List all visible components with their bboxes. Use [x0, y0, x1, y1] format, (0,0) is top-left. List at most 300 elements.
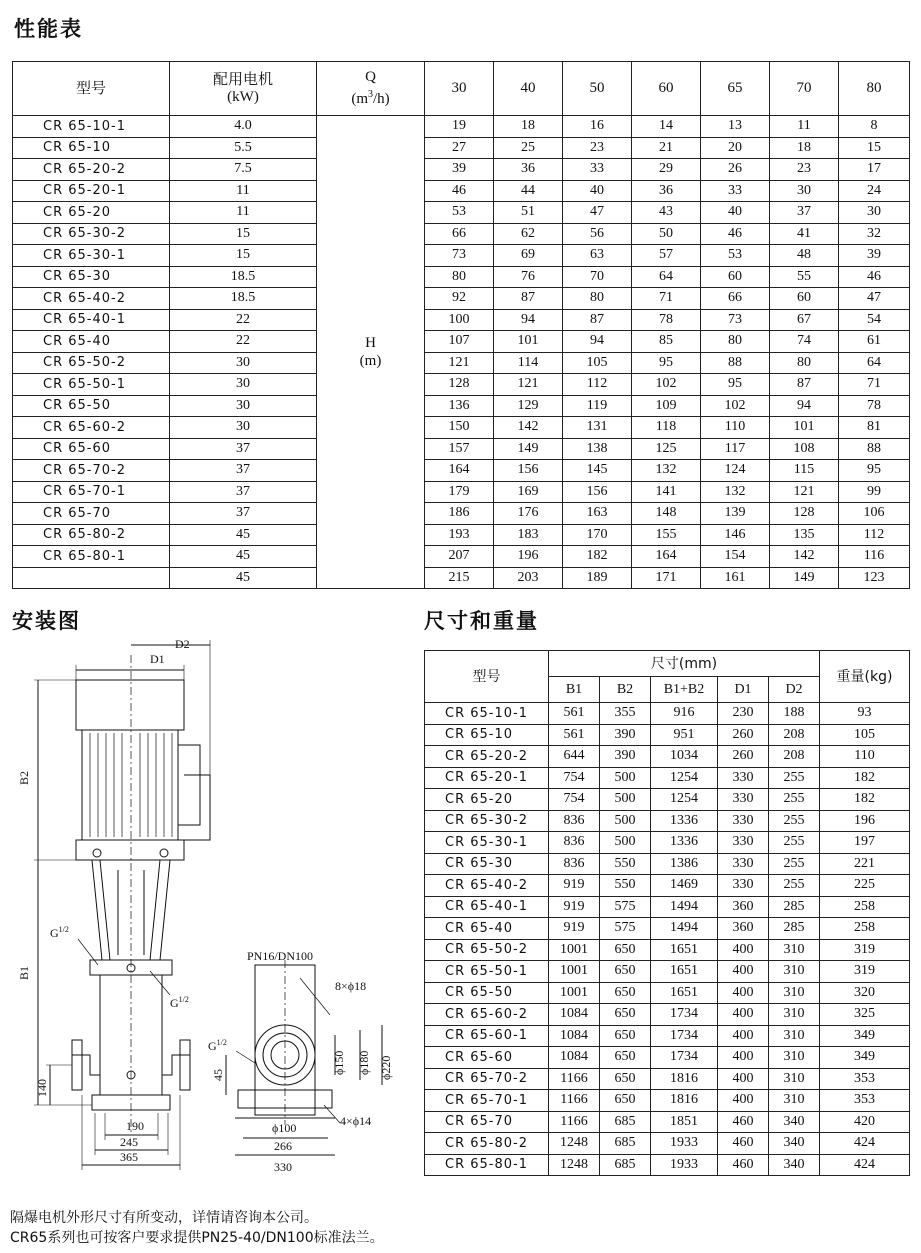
row-model: CR 65-50-1: [13, 374, 170, 396]
dim-size-header: 尺寸(mm): [549, 651, 820, 677]
row-head-value: 43: [632, 202, 701, 224]
row-head-value: 112: [563, 374, 632, 396]
model-header: 型号: [13, 62, 170, 116]
row-model: CR 65-30-2: [13, 223, 170, 245]
row-head-value: 101: [770, 417, 839, 439]
row-head-value: 94: [563, 331, 632, 353]
row-head-value: 15: [839, 137, 910, 159]
row-head-value: 88: [701, 352, 770, 374]
row-head-value: 102: [701, 395, 770, 417]
row-motor-kw: 15: [170, 223, 317, 245]
row-head-value: 57: [632, 245, 701, 267]
dimensions-row: [425, 875, 910, 897]
performance-row: [13, 223, 910, 245]
dim-row-model: CR 65-30-2: [425, 810, 549, 832]
row-head-value: 107: [425, 331, 494, 353]
dimensions-row: [425, 1154, 910, 1176]
dimensions-row: [425, 896, 910, 918]
dim-row-weight: 353: [820, 1068, 910, 1090]
row-head-value: 128: [770, 503, 839, 525]
row-motor-kw: 37: [170, 503, 317, 525]
row-head-value: 121: [425, 352, 494, 374]
row-head-value: 118: [632, 417, 701, 439]
dim-row-value: 1734: [651, 1025, 718, 1047]
dim-row-value: 310: [769, 1025, 820, 1047]
dim-row-weight: 325: [820, 1004, 910, 1026]
dim-330: 330: [274, 1160, 292, 1174]
row-head-value: 121: [770, 481, 839, 503]
dim-row-weight: 420: [820, 1111, 910, 1133]
row-model: CR 65-30-1: [13, 245, 170, 267]
row-head-value: 156: [494, 460, 563, 482]
dim-row-weight: 424: [820, 1154, 910, 1176]
dim-row-value: 340: [769, 1154, 820, 1176]
row-model: CR 65-60-2: [13, 417, 170, 439]
dim-266: 266: [274, 1139, 292, 1153]
row-model: CR 65-60: [13, 438, 170, 460]
row-motor-kw: 4.0: [170, 116, 317, 138]
row-head-value: 70: [563, 266, 632, 288]
dim-row-value: 310: [769, 982, 820, 1004]
row-model: CR 65-70: [13, 503, 170, 525]
row-head-value: 44: [494, 180, 563, 202]
dim-row-value: 919: [549, 875, 600, 897]
dimensions-row: [425, 746, 910, 768]
dim-d2: D2: [175, 637, 190, 651]
g-side-letter: G: [208, 1039, 217, 1053]
dim-row-value: 685: [600, 1133, 651, 1155]
dim-row-value: 330: [718, 875, 769, 897]
performance-row: [13, 245, 910, 267]
row-head-value: 33: [563, 159, 632, 181]
performance-row: [13, 438, 910, 460]
row-head-value: 171: [632, 567, 701, 589]
row-head-value: 53: [701, 245, 770, 267]
dim-row-value: 400: [718, 1090, 769, 1112]
row-model: CR 65-30: [13, 266, 170, 288]
dimensions-row: [425, 939, 910, 961]
performance-row: [13, 503, 910, 525]
dim-row-value: 1166: [549, 1068, 600, 1090]
dim-row-value: 188: [769, 703, 820, 725]
row-head-value: 14: [632, 116, 701, 138]
dim-row-value: 460: [718, 1154, 769, 1176]
dim-row-value: 650: [600, 1004, 651, 1026]
dim-row-value: 208: [769, 746, 820, 768]
row-head-value: 109: [632, 395, 701, 417]
row-head-value: 29: [632, 159, 701, 181]
dim-row-model: CR 65-80-2: [425, 1133, 549, 1155]
row-head-value: 8: [839, 116, 910, 138]
dim-row-model: CR 65-40: [425, 918, 549, 940]
row-head-value: 106: [839, 503, 910, 525]
row-head-value: 78: [839, 395, 910, 417]
dim-row-value: 310: [769, 961, 820, 983]
row-head-value: 125: [632, 438, 701, 460]
row-motor-kw: 22: [170, 331, 317, 353]
row-head-value: 176: [494, 503, 563, 525]
row-head-value: 30: [839, 202, 910, 224]
row-model: CR 65-70-2: [13, 460, 170, 482]
dim-row-value: 1084: [549, 1047, 600, 1069]
row-head-value: 39: [839, 245, 910, 267]
dim-d220: ϕ220: [379, 1055, 393, 1080]
label-bolts: 8×ϕ18: [335, 979, 367, 993]
row-head-value: 41: [770, 223, 839, 245]
dim-row-value: 550: [600, 853, 651, 875]
flow-unit-base: (m: [351, 91, 368, 107]
dim-row-value: 1248: [549, 1154, 600, 1176]
dim-row-value: 1248: [549, 1133, 600, 1155]
row-head-value: 183: [494, 524, 563, 546]
dim-row-value: 1494: [651, 918, 718, 940]
performance-row: [13, 395, 910, 417]
dim-row-value: 575: [600, 918, 651, 940]
performance-row: [13, 159, 910, 181]
dimensions-row: [425, 789, 910, 811]
dim-row-value: 255: [769, 832, 820, 854]
dim-row-value: 650: [600, 939, 651, 961]
dim-d1: D1: [150, 652, 165, 666]
dim-row-model: CR 65-70: [425, 1111, 549, 1133]
row-motor-kw: 45: [170, 524, 317, 546]
dim-row-value: 400: [718, 1047, 769, 1069]
dim-row-weight: 353: [820, 1090, 910, 1112]
performance-row: [13, 524, 910, 546]
row-model: CR 65-10-1: [13, 116, 170, 138]
dim-row-model: CR 65-80-1: [425, 1154, 549, 1176]
dim-row-value: 340: [769, 1111, 820, 1133]
dim-row-model: CR 65-60-1: [425, 1025, 549, 1047]
row-model: CR 65-20: [13, 202, 170, 224]
dim-row-value: 836: [549, 853, 600, 875]
dimensions-row: [425, 810, 910, 832]
row-head-value: 100: [425, 309, 494, 331]
row-head-value: 81: [839, 417, 910, 439]
row-head-value: 46: [701, 223, 770, 245]
dim-row-value: 1734: [651, 1004, 718, 1026]
performance-row: [13, 309, 910, 331]
footnote-1: 隔爆电机外形尺寸有所变动，详情请咨询本公司。: [10, 1210, 318, 1226]
dim-weight-header: 重量(kg): [820, 651, 910, 703]
dim-row-model: CR 65-50-2: [425, 939, 549, 961]
dim-row-weight: 197: [820, 832, 910, 854]
row-head-value: 145: [563, 460, 632, 482]
row-head-value: 47: [839, 288, 910, 310]
dim-row-weight: 319: [820, 961, 910, 983]
row-head-value: 105: [563, 352, 632, 374]
row-head-value: 80: [770, 352, 839, 374]
dim-row-model: CR 65-20-1: [425, 767, 549, 789]
dimensions-table: [424, 650, 910, 1176]
motor-header-unit: (kW): [227, 89, 259, 105]
dim-row-value: 1816: [651, 1090, 718, 1112]
g-left-half: 1/2: [58, 925, 69, 934]
dim-row-value: 1034: [651, 746, 718, 768]
dim-row-value: 285: [769, 918, 820, 940]
dim-row-value: 285: [769, 896, 820, 918]
dim-row-value: 260: [718, 724, 769, 746]
row-head-value: 32: [839, 223, 910, 245]
row-head-value: 62: [494, 223, 563, 245]
row-head-value: 80: [701, 331, 770, 353]
row-head-value: 64: [839, 352, 910, 374]
row-head-value: 95: [632, 352, 701, 374]
dim-model-header: 型号: [425, 651, 549, 703]
g-right-letter: G: [170, 996, 179, 1010]
row-model: CR 65-40-1: [13, 309, 170, 331]
row-model: [13, 567, 170, 589]
dimensions-row: [425, 1047, 910, 1069]
motor-stool: [76, 840, 184, 860]
row-head-value: 53: [425, 202, 494, 224]
row-head-value: 23: [563, 137, 632, 159]
row-head-value: 115: [770, 460, 839, 482]
dimensions-row: [425, 767, 910, 789]
dim-row-value: 1084: [549, 1025, 600, 1047]
row-head-value: 25: [494, 137, 563, 159]
dim-row-value: 1651: [651, 982, 718, 1004]
performance-row: [13, 352, 910, 374]
row-motor-kw: 7.5: [170, 159, 317, 181]
dim-row-value: 310: [769, 1068, 820, 1090]
row-motor-kw: 45: [170, 546, 317, 568]
dim-row-value: 754: [549, 789, 600, 811]
row-head-value: 131: [563, 417, 632, 439]
row-head-value: 207: [425, 546, 494, 568]
g-right-half: 1/2: [178, 995, 189, 1004]
row-head-value: 40: [701, 202, 770, 224]
row-head-value: 71: [632, 288, 701, 310]
dim-row-weight: 319: [820, 939, 910, 961]
performance-row: [13, 266, 910, 288]
performance-row: [13, 202, 910, 224]
label-holes: 4×ϕ14: [340, 1114, 372, 1128]
dim-row-weight: 258: [820, 896, 910, 918]
row-head-value: 21: [632, 137, 701, 159]
performance-row: [13, 567, 910, 589]
label-g-right: [170, 995, 189, 1010]
dim-row-value: 500: [600, 767, 651, 789]
footnotes: [10, 1208, 910, 1248]
dim-col-header-3: D1: [718, 677, 769, 703]
row-head-value: 63: [563, 245, 632, 267]
dimensions-row: [425, 1025, 910, 1047]
dim-row-value: 1816: [651, 1068, 718, 1090]
motor-body: [82, 730, 178, 840]
row-head-value: 23: [770, 159, 839, 181]
dimensions-row: [425, 1090, 910, 1112]
row-head-value: 87: [770, 374, 839, 396]
row-head-value: 117: [701, 438, 770, 460]
dim-row-value: 390: [600, 746, 651, 768]
dim-row-value: 310: [769, 1047, 820, 1069]
dim-190: 190: [126, 1119, 144, 1133]
dim-d100: ϕ100: [272, 1121, 297, 1135]
dim-row-value: 360: [718, 918, 769, 940]
dim-row-weight: 182: [820, 789, 910, 811]
flow-unit-tail: /h): [373, 91, 390, 107]
motor-header: [170, 62, 317, 116]
performance-title: 性能表: [14, 17, 83, 41]
row-head-value: 50: [632, 223, 701, 245]
dim-row-model: CR 65-50-1: [425, 961, 549, 983]
dim-row-weight: 182: [820, 767, 910, 789]
row-model: CR 65-10: [13, 137, 170, 159]
row-head-value: 189: [563, 567, 632, 589]
label-g-left: [50, 925, 69, 940]
dim-row-weight: 258: [820, 918, 910, 940]
dim-row-model: CR 65-10: [425, 724, 549, 746]
dim-row-value: 575: [600, 896, 651, 918]
label-pn: PN16/DN100: [247, 949, 314, 963]
row-head-value: 169: [494, 481, 563, 503]
dim-row-value: 330: [718, 810, 769, 832]
dimensions-row: [425, 1111, 910, 1133]
dim-row-model: CR 65-10-1: [425, 703, 549, 725]
dim-col-header-2: B1+B2: [651, 677, 718, 703]
head-unit: (m): [359, 353, 382, 369]
dim-row-model: CR 65-30-1: [425, 832, 549, 854]
row-head-value: 138: [563, 438, 632, 460]
dim-row-weight: 349: [820, 1025, 910, 1047]
row-motor-kw: 18.5: [170, 288, 317, 310]
flow-header-0: 30: [425, 62, 494, 116]
row-motor-kw: 11: [170, 180, 317, 202]
dim-row-model: CR 65-30: [425, 853, 549, 875]
installation-drawing: [10, 635, 410, 1185]
row-head-value: 161: [701, 567, 770, 589]
flow-header-1: 40: [494, 62, 563, 116]
row-head-value: 61: [839, 331, 910, 353]
row-head-value: 78: [632, 309, 701, 331]
row-head-value: 24: [839, 180, 910, 202]
row-head-value: 73: [701, 309, 770, 331]
dim-row-value: 400: [718, 1068, 769, 1090]
dim-d180: ϕ180: [357, 1050, 371, 1075]
performance-row: [13, 288, 910, 310]
row-head-value: 157: [425, 438, 494, 460]
dim-row-value: 390: [600, 724, 651, 746]
dim-row-value: 1933: [651, 1133, 718, 1155]
dim-row-weight: 93: [820, 703, 910, 725]
row-head-value: 142: [770, 546, 839, 568]
row-head-value: 26: [701, 159, 770, 181]
dim-row-weight: 424: [820, 1133, 910, 1155]
row-head-value: 119: [563, 395, 632, 417]
flow-header-label: Q: [365, 69, 376, 85]
row-motor-kw: 30: [170, 395, 317, 417]
dim-row-value: 1254: [651, 789, 718, 811]
row-head-value: 149: [494, 438, 563, 460]
row-head-value: 76: [494, 266, 563, 288]
flow-header-4: 65: [701, 62, 770, 116]
row-head-value: 47: [563, 202, 632, 224]
row-head-value: 39: [425, 159, 494, 181]
row-head-value: 13: [701, 116, 770, 138]
row-head-value: 139: [701, 503, 770, 525]
performance-row: [13, 137, 910, 159]
row-head-value: 146: [701, 524, 770, 546]
dim-row-value: 1084: [549, 1004, 600, 1026]
dim-d150: ϕ150: [332, 1050, 346, 1075]
row-motor-kw: 30: [170, 374, 317, 396]
row-head-value: 33: [701, 180, 770, 202]
dim-row-value: 360: [718, 896, 769, 918]
row-motor-kw: 15: [170, 245, 317, 267]
dim-row-value: 330: [718, 853, 769, 875]
row-head-value: 85: [632, 331, 701, 353]
g-left-letter: G: [50, 926, 59, 940]
performance-header-row: [13, 62, 910, 116]
row-head-value: 149: [770, 567, 839, 589]
dim-row-value: 650: [600, 982, 651, 1004]
row-head-value: 186: [425, 503, 494, 525]
flow-header-unit: [351, 91, 389, 107]
dimensions-row: [425, 1133, 910, 1155]
dim-row-value: 836: [549, 810, 600, 832]
dim-row-value: 650: [600, 1047, 651, 1069]
dimensions-row: [425, 853, 910, 875]
row-head-value: 80: [425, 266, 494, 288]
row-head-value: 94: [494, 309, 563, 331]
dim-row-value: 400: [718, 939, 769, 961]
dim-row-value: 650: [600, 961, 651, 983]
row-model: CR 65-20-2: [13, 159, 170, 181]
dimensions-header-row: [425, 651, 910, 677]
dim-row-value: 951: [651, 724, 718, 746]
dim-row-value: 1166: [549, 1090, 600, 1112]
row-head-value: 95: [839, 460, 910, 482]
dim-row-value: 1494: [651, 896, 718, 918]
dim-row-weight: 349: [820, 1047, 910, 1069]
performance-row: [13, 460, 910, 482]
dim-row-value: 500: [600, 832, 651, 854]
dimensions-row: [425, 982, 910, 1004]
dim-row-value: 650: [600, 1068, 651, 1090]
row-head-value: 55: [770, 266, 839, 288]
row-head-value: 155: [632, 524, 701, 546]
row-head-value: 123: [839, 567, 910, 589]
flow-unit-sup: 3: [368, 89, 373, 100]
dim-row-value: 355: [600, 703, 651, 725]
dim-row-value: 230: [718, 703, 769, 725]
row-head-value: 18: [770, 137, 839, 159]
dim-row-weight: 110: [820, 746, 910, 768]
dim-row-value: 460: [718, 1133, 769, 1155]
dim-b1: B1: [17, 965, 31, 980]
row-head-value: 150: [425, 417, 494, 439]
dim-45: 45: [211, 1069, 225, 1081]
motor-cap: [76, 680, 184, 730]
dim-row-model: CR 65-50: [425, 982, 549, 1004]
dim-row-value: 836: [549, 832, 600, 854]
dim-140: 140: [35, 1079, 49, 1097]
dim-row-value: 260: [718, 746, 769, 768]
row-model: CR 65-50-2: [13, 352, 170, 374]
row-head-value: 54: [839, 309, 910, 331]
row-head-value: 129: [494, 395, 563, 417]
row-model: CR 65-80-1: [13, 546, 170, 568]
dim-row-value: 650: [600, 1090, 651, 1112]
row-head-value: 36: [494, 159, 563, 181]
row-head-value: 46: [425, 180, 494, 202]
dim-row-value: 1336: [651, 832, 718, 854]
row-head-value: 108: [770, 438, 839, 460]
row-model: CR 65-20-1: [13, 180, 170, 202]
row-head-value: 132: [632, 460, 701, 482]
row-head-value: 64: [632, 266, 701, 288]
